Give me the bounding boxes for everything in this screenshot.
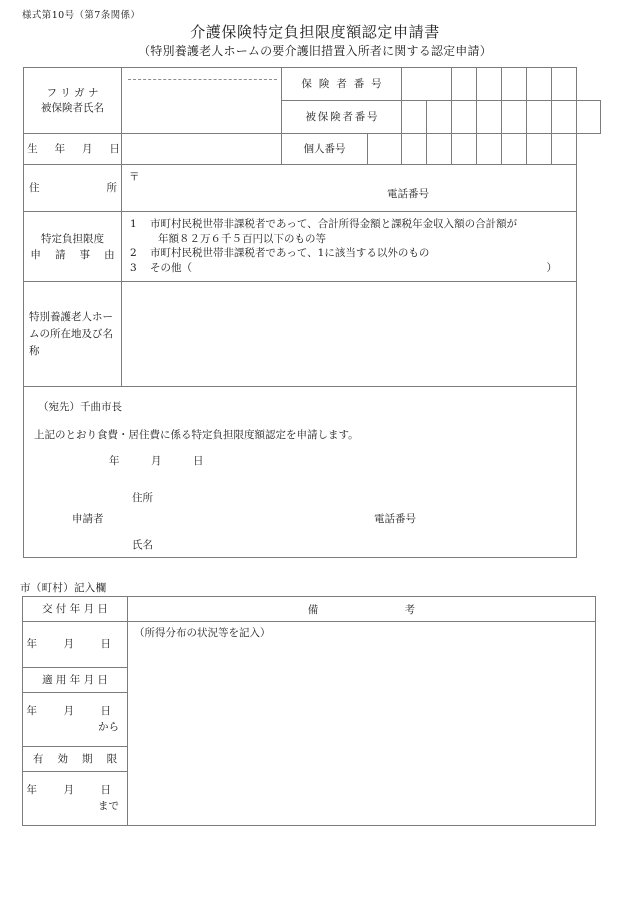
valid-period-input[interactable] [23,772,128,826]
address-label: 住 所 [24,165,122,212]
apply-date-from-suffix: から [98,721,119,733]
remarks-note: （所得分布の状況等を記入） [134,627,271,639]
facility-label: 特別養護老人ホームの所在地及び名称 [24,282,122,387]
page-title: 介護保険特定負担限度額認定申請書 [190,23,440,41]
declaration-addressee: （宛先）千曲市長 [38,401,122,413]
insurer-number-digit[interactable] [477,68,502,101]
reason-option-3[interactable] [122,261,576,276]
personal-number-digit[interactable] [368,134,402,165]
personal-number-digit[interactable] [477,134,502,165]
insurer-number-digit[interactable] [502,68,527,101]
declaration-date-row[interactable] [109,453,235,468]
apply-date-input[interactable] [23,693,128,747]
reason-number-3: 3 [130,261,137,274]
personal-number-digit[interactable] [402,134,427,165]
row-declaration [24,387,601,558]
declaration-day-label: 日 [193,455,204,467]
postal-code-icon: 〒 [129,171,140,183]
row-furigana-insurer [24,68,601,101]
facility-input[interactable] [122,282,577,387]
valid-period-to-suffix: まで [98,800,119,812]
applicant-address-label: 住所 [132,492,153,504]
applicant-name-label: 氏名 [132,539,153,551]
remarks-label-bi: 備 [307,603,319,616]
insured-number-digit[interactable] [452,101,477,134]
form-number: 様式第10号（第7条関係） [22,10,141,21]
furigana-label: フ リ ガ ナ [46,86,99,99]
issue-date-ymd: 年 月 日 [26,638,119,650]
reason-number-1: 1 [130,218,137,230]
personal-number-digit[interactable] [502,134,527,165]
declaration-statement: 上記のとおり食費・居住費に係る特定負担限度額認定を申請します。 [34,429,359,441]
personal-number-label: 個人番号 [282,134,368,165]
address-telephone-label: 電話番号 [387,188,429,200]
municipal-section-caption: 市（町村）記入欄 [20,582,107,594]
reason-text-2: 市町村民税世帯非課税者であって、1に該当する以外のもの [150,247,430,259]
insured-number-digit[interactable] [402,101,427,134]
reason-option-1[interactable] [122,217,576,232]
insured-number-label: 被保険者番号 [282,101,402,134]
apply-date-label: 適 用 年 月 日 [23,668,128,693]
insurer-number-digit[interactable] [452,68,477,101]
valid-period-label: 有 効 期 限 [23,747,128,772]
remarks-header [128,597,596,622]
declaration-month-label: 月 [151,455,162,467]
reason-label-line1: 特定負担限度 [41,232,104,245]
row-issue-date-header [23,597,596,622]
personal-number-digit[interactable] [452,134,477,165]
remarks-label-kou: 考 [404,603,416,616]
applicant-telephone-label: 電話番号 [374,513,416,525]
address-input[interactable] [122,165,577,212]
insured-number-digit[interactable] [477,101,502,134]
reason-options[interactable] [122,212,577,282]
reason-option-1-cont: 年額８２万６千５百円以下のもの等 [158,232,326,245]
insurer-number-cell-blank[interactable] [402,68,452,101]
personal-number-digit[interactable] [552,134,577,165]
declaration-year-label: 年 [109,455,120,467]
reason-text-3: その他（ [150,261,192,274]
furigana-rule [128,79,277,80]
row-application-reason [24,212,601,282]
personal-number-digit[interactable] [427,134,452,165]
reason-number-2: 2 [130,247,137,259]
insured-name-label: 被保険者氏名 [41,101,104,114]
insured-number-digit[interactable] [527,101,552,134]
applicant-info-table [23,67,601,558]
reason-label-cell [24,212,122,282]
municipal-entry-table [22,596,596,826]
insurer-number-digit[interactable] [527,68,552,101]
page-subtitle: （特別養護老人ホームの要介護旧措置入所者に関する認定申請） [138,44,492,58]
insured-number-digit[interactable] [502,101,527,134]
birthdate-label: 生 年 月 日 [24,134,122,165]
birthdate-input[interactable] [122,134,282,165]
apply-date-ymd: 年 月 日 [26,705,119,717]
insured-number-digit[interactable] [427,101,452,134]
reason-3-close-paren: ） [546,261,558,274]
issue-date-label: 交 付 年 月 日 [23,597,128,622]
insured-number-digit[interactable] [577,101,601,134]
issue-date-input[interactable] [23,622,128,668]
reason-text-1: 市町村民税世帯非課税者であって、合計所得金額と課税年金収入額の合計額が [150,218,518,230]
applicant-label: 申請者 [72,513,104,525]
declaration-block [24,387,577,558]
insured-number-digit[interactable] [552,101,577,134]
row-address [24,165,601,212]
insurer-number-label: 保 険 者 番 号 [282,68,402,101]
insured-name-input[interactable] [122,68,282,134]
insurer-number-digit[interactable] [552,68,577,101]
personal-number-digit[interactable] [527,134,552,165]
reason-option-2[interactable] [122,246,576,261]
valid-period-ymd: 年 月 日 [26,784,119,796]
reason-label-line2: 申 請 事 由 [30,248,117,261]
title-block [0,22,630,61]
remarks-input[interactable] [128,622,596,826]
row-issue-date-value [23,622,596,668]
insured-name-label-cell [24,68,122,134]
row-facility [24,282,601,387]
row-birthdate-personal-number [24,134,601,165]
